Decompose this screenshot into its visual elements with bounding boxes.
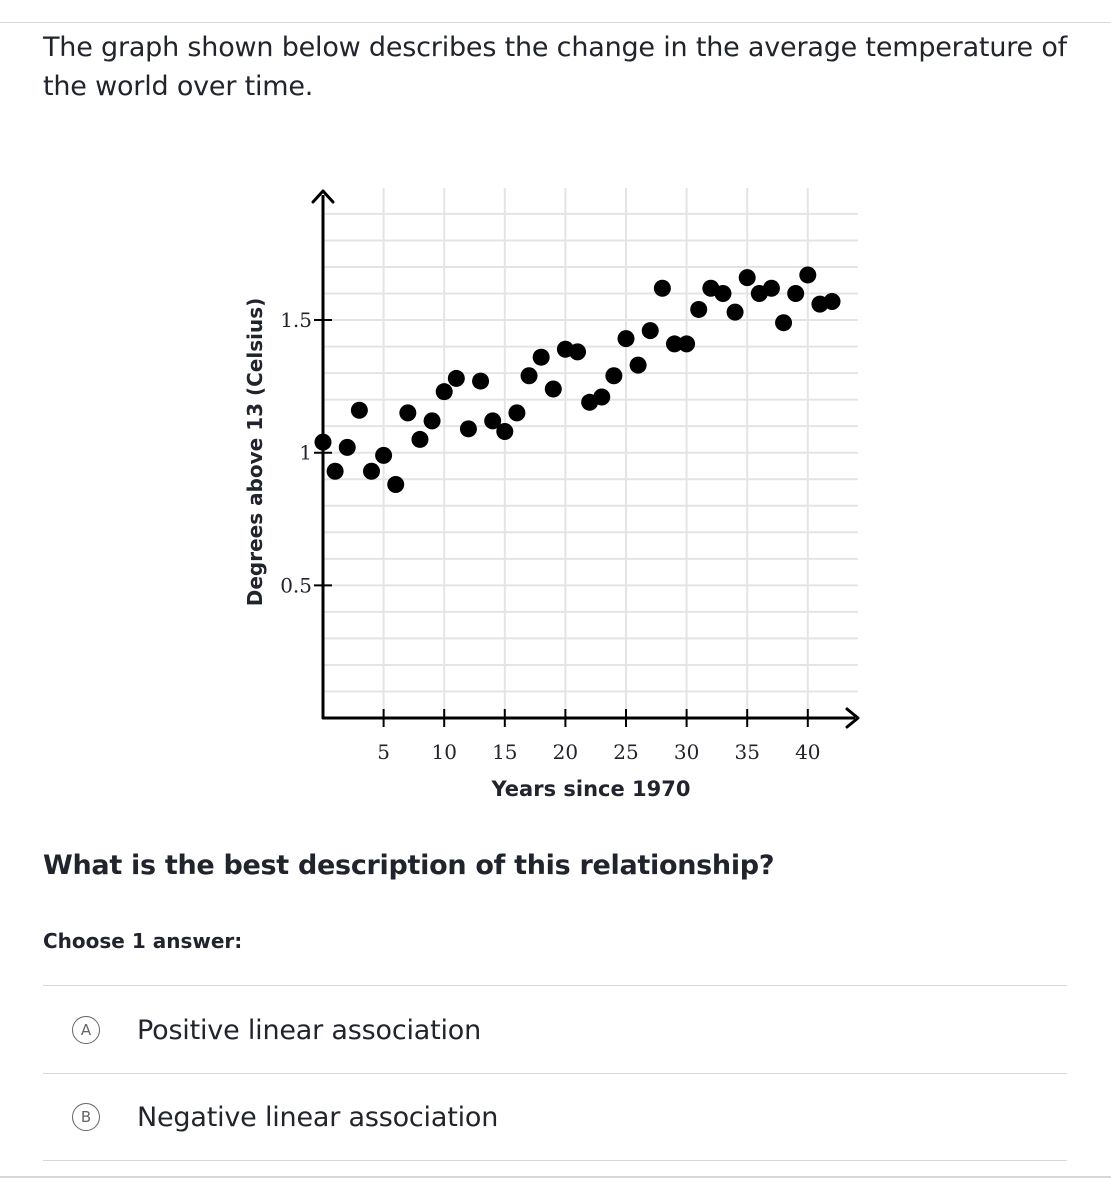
data-point: [339, 439, 356, 456]
data-point: [605, 367, 622, 384]
data-point: [521, 367, 538, 384]
choice-a-text: Positive linear association: [137, 1014, 482, 1046]
x-tick-label: 15: [492, 740, 518, 764]
x-axis-label: Years since 1970: [491, 777, 691, 801]
data-point: [315, 434, 332, 451]
choice-divider: [43, 985, 1067, 986]
data-point: [618, 330, 635, 347]
choice-divider: [43, 1160, 1067, 1161]
choice-b-letter: B: [72, 1103, 100, 1131]
data-point: [824, 293, 841, 310]
choose-instruction: Choose 1 answer:: [43, 929, 243, 953]
data-point: [545, 381, 562, 398]
y-tick-label: 0.5: [280, 573, 312, 598]
x-tick-label: 5: [377, 740, 390, 764]
data-point: [654, 280, 671, 297]
data-point: [787, 285, 804, 302]
data-point: [714, 285, 731, 302]
choice-b[interactable]: [43, 1074, 1067, 1160]
data-point: [436, 383, 453, 400]
x-tick-label: 30: [673, 740, 700, 764]
data-point: [496, 423, 513, 440]
choice-a[interactable]: [43, 987, 1067, 1073]
data-point: [593, 388, 610, 405]
data-point: [448, 370, 465, 387]
data-point: [387, 476, 404, 493]
y-axis-label: Degrees above 13 (Celsius): [243, 297, 267, 607]
y-tick-label: 1: [299, 440, 312, 465]
data-point: [472, 373, 489, 390]
data-point: [375, 447, 392, 464]
choice-b-text: Negative linear association: [137, 1101, 499, 1133]
data-point: [739, 269, 756, 286]
x-tick-label: 40: [795, 740, 821, 764]
data-point: [411, 431, 428, 448]
data-point: [533, 349, 550, 366]
x-tick-label: 25: [613, 740, 639, 764]
data-point: [763, 280, 780, 297]
question-prompt: The graph shown below describes the change in the average temperature of the world over time.: [43, 32, 1067, 102]
data-point: [327, 463, 344, 480]
x-tick-label: 20: [552, 740, 579, 764]
data-point: [351, 402, 368, 419]
x-tick-label: 10: [431, 740, 457, 764]
x-tick-label: 35: [734, 740, 760, 764]
choice-a-letter: A: [72, 1016, 100, 1044]
data-point: [569, 343, 586, 360]
question-title: What is the best description of this relationship?: [43, 850, 775, 881]
data-point: [424, 412, 441, 429]
data-point: [690, 301, 707, 318]
data-point: [630, 357, 647, 374]
data-point: [727, 304, 744, 321]
data-point: [775, 314, 792, 331]
data-point: [399, 404, 416, 421]
data-point: [460, 420, 477, 437]
data-point: [799, 266, 816, 283]
y-tick-label: 1.5: [280, 308, 312, 333]
bottom-divider: [0, 1176, 1111, 1178]
data-point: [363, 463, 380, 480]
data-point: [508, 404, 525, 421]
data-point: [678, 335, 695, 352]
data-point: [642, 322, 659, 339]
